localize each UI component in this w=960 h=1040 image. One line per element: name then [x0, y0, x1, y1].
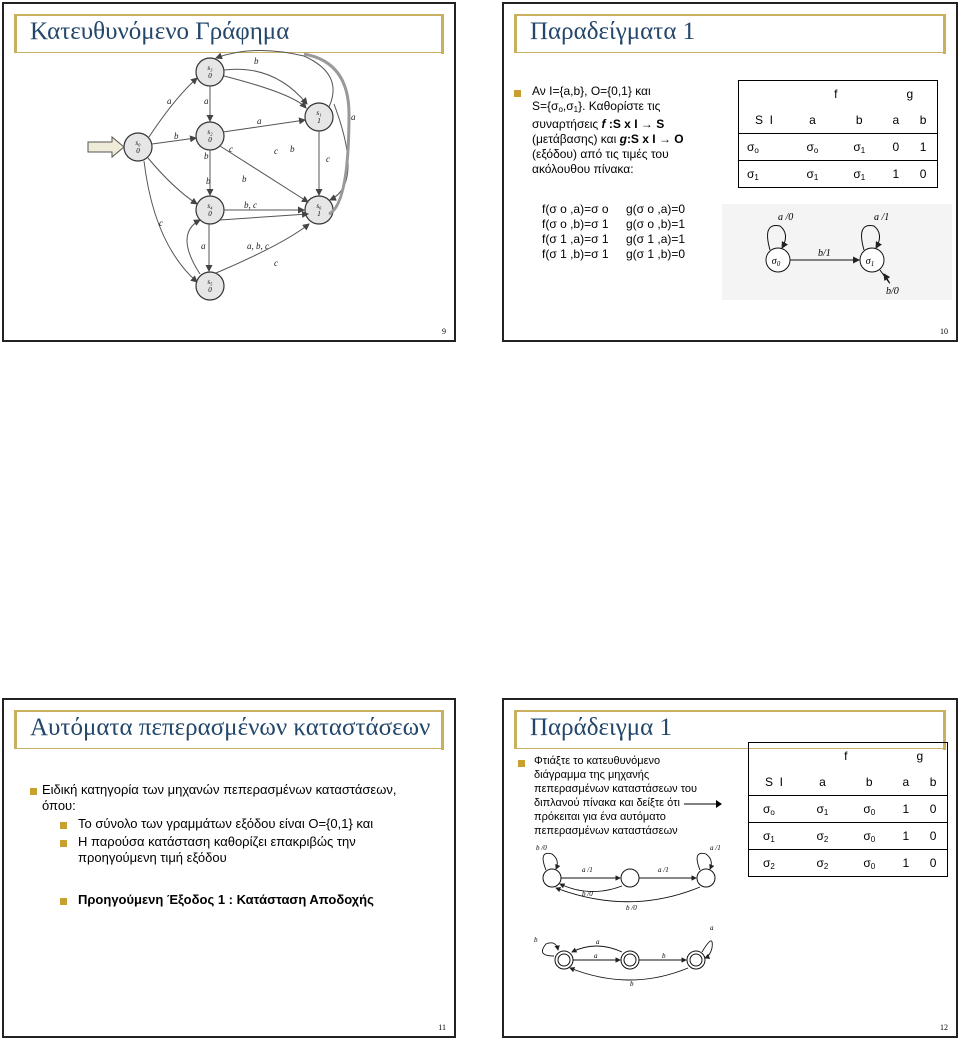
sub-bullet-text: Το σύνολο των γραμμάτων εξόδου είναι O={0,1} και: [78, 816, 374, 831]
svg-text:a: a: [596, 938, 600, 946]
state-diagram-1: [530, 842, 730, 912]
svg-text:0: 0: [136, 147, 140, 155]
svg-text:0: 0: [208, 72, 212, 80]
slide-10: [502, 2, 958, 342]
sub-bullet-text: Η παρούσα κατάσταση καθορίζει επακριβώς την προηγούμενη τιμή εξόδου: [78, 834, 356, 865]
svg-text:1: 1: [317, 117, 321, 125]
svg-text:a: a: [594, 952, 598, 960]
state-diagram-2: [530, 922, 720, 992]
svg-text:s₅: s₅: [207, 278, 213, 286]
svg-text:0: 0: [208, 210, 212, 218]
bullet-icon: [518, 760, 525, 767]
svg-text:b: b: [254, 56, 259, 66]
svg-text:a /0: a /0: [778, 212, 794, 223]
arrow-icon: [684, 798, 724, 810]
state-diagram: [722, 204, 952, 300]
svg-text:b/0: b/0: [886, 286, 899, 297]
page-number: 10: [940, 327, 948, 336]
highlight-text: Προηγούμενη Έξοδος 1 : Κατάσταση Αποδοχής: [78, 892, 374, 907]
svg-text:s₁: s₁: [316, 109, 322, 117]
svg-text:b /0: b /0: [626, 904, 637, 912]
svg-text:a: a: [351, 112, 356, 122]
svg-text:0: 0: [208, 136, 212, 144]
svg-text:b: b: [534, 936, 538, 944]
svg-text:b: b: [204, 151, 209, 161]
page-number: 12: [940, 1023, 948, 1032]
transition-table: f g S I a b a b $\sigma_o$ $\sigma_1$ $\sigma_0$ 1 0 $\sigma_1$ $\sigma_2$ $\sigma_0$ 1 0 $\sigma_2$ $\sigma_2$ $\sigma_0$ 1 0: [748, 742, 948, 877]
bullet-icon: [30, 788, 37, 795]
svg-text:b: b: [242, 174, 247, 184]
svg-text:1: 1: [317, 210, 321, 218]
bullet-icon: [514, 90, 521, 97]
slide-title: Αυτόματα πεπερασμένων καταστάσεων: [30, 714, 431, 741]
svg-text:a /1: a /1: [658, 866, 669, 874]
svg-text:a: a: [201, 241, 206, 251]
svg-text:σ0: $\sigma_0$: [771, 256, 781, 268]
svg-text:b: b: [662, 952, 666, 960]
slide-title: Παράδειγμα 1: [530, 714, 673, 741]
transition-table: f g S I a b a b $\sigma_o$ $\sigma_o$ $\sigma_1$ 0 1 $\sigma_1$ $\sigma_1$ $\sigma_1$ 1 0: [738, 80, 938, 188]
slide-11: [2, 698, 456, 1038]
svg-text:b: b: [630, 980, 634, 988]
question-text: Αν I={a,b}, O={0,1} και $S=\{\sigma_o,\sigma_1\}$. Καθορίστε τις συναρτήσεις f :S x I → S (μετάβασης) και g:S x I → O (εξόδου) από τις τιμές του ακόλουθου πίνακα:: [532, 84, 684, 176]
svg-text:s₂: s₂: [207, 128, 213, 136]
f-definitions: f(σ o ,a)=σ o f(σ o ,b)=σ 1 f(σ 1 ,a)=σ 1 f(σ 1 ,b)=σ 1: [542, 202, 609, 261]
svg-text:a /1: a /1: [874, 212, 890, 223]
svg-text:s₀: s₀: [135, 139, 141, 147]
svg-text:b: b: [290, 144, 295, 154]
bullet-icon: [60, 822, 67, 829]
g-definitions: g(σ o ,a)=0 g(σ o ,b)=1 g(σ 1 ,a)=1 g(σ 1 ,b)=0: [626, 202, 686, 261]
page-number: 9: [442, 327, 446, 336]
svg-text:c: c: [326, 154, 330, 164]
exercise-text: Φτιάξτε το κατευθυνόμενο διάγραμμα της μηχανής πεπερασμένων καταστάσεων του διπλανού πίνακα και δείξτε ότι πρόκειται για ένα αυτόματο πεπερασμένων καταστάσεων: [534, 755, 698, 837]
slide-title: Κατευθυνόμενο Γράφημα: [30, 18, 290, 45]
bullet-icon: [60, 898, 67, 905]
svg-text:b: b: [206, 176, 211, 186]
svg-text:b/1: b/1: [818, 248, 831, 259]
slide-12: [502, 698, 958, 1038]
svg-text:σ1: $\sigma_1$: [865, 256, 875, 268]
svg-text:c: c: [274, 146, 278, 156]
svg-text:s₄: s₄: [207, 202, 213, 210]
svg-text:b, c: b, c: [244, 200, 257, 210]
svg-text:0: 0: [208, 286, 212, 294]
bullet-icon: [60, 840, 67, 847]
slide-9: [2, 2, 456, 342]
svg-text:a /1: a /1: [710, 844, 721, 852]
svg-text:a: a: [710, 924, 714, 932]
svg-text:a: a: [204, 96, 209, 106]
svg-text:b /0: b /0: [582, 890, 593, 898]
page-number: 11: [438, 1023, 446, 1032]
svg-text:c: c: [274, 258, 278, 268]
svg-text:b /0: b /0: [536, 844, 547, 852]
slide-title: Παραδείγματα 1: [530, 18, 696, 45]
svg-text:b: b: [174, 131, 179, 141]
svg-text:a, b, c: a, b, c: [247, 241, 269, 251]
svg-text:a /1: a /1: [582, 866, 593, 874]
svg-text:c: c: [159, 218, 163, 228]
svg-text:a: a: [167, 96, 172, 106]
svg-text:s₃: s₃: [207, 64, 213, 72]
svg-text:a: a: [257, 116, 262, 126]
svg-text:s₆: s₆: [316, 202, 322, 210]
bullet-text: Ειδική κατηγορία των μηχανών πεπερασμένων καταστάσεων, όπου:: [42, 782, 397, 813]
directed-graph: [4, 4, 458, 344]
svg-text:c: c: [229, 144, 233, 154]
